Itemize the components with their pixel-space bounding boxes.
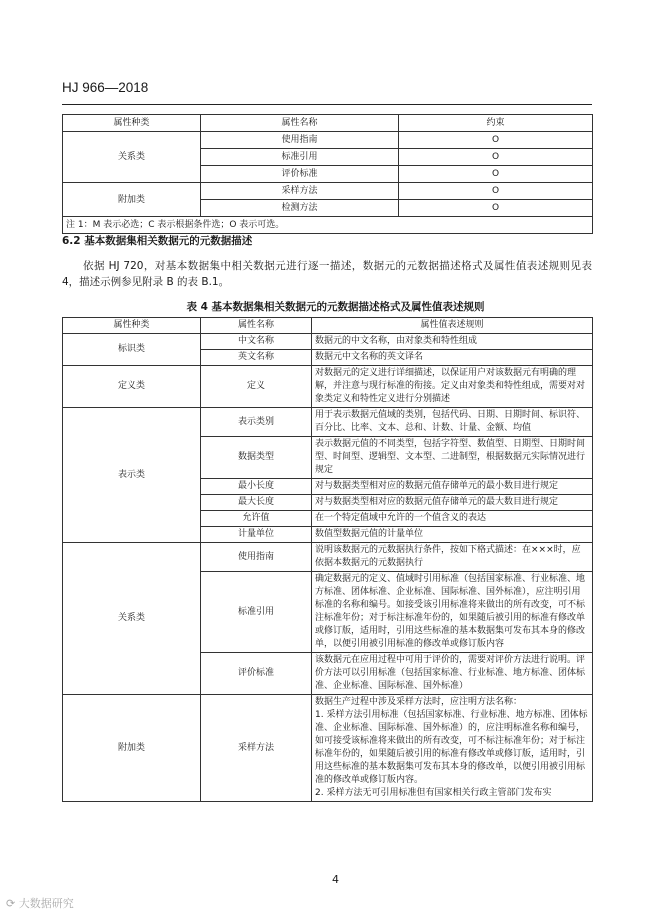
attribute-name-cell: 英文名称 bbox=[201, 350, 312, 366]
category-cell: 标识类 bbox=[63, 334, 201, 366]
category-cell: 表示类 bbox=[63, 408, 201, 543]
table-header-row bbox=[63, 318, 593, 334]
column-header: 属性值表述规则 bbox=[312, 318, 593, 334]
rule-cell: 表示数据元值的不同类型，包括字符型、数值型、日期型、日期时间型、时间型、逻辑型、文本型、二进制型，根据数据元实际情况进行规定 bbox=[312, 437, 593, 479]
attribute-name-cell: 使用指南 bbox=[201, 543, 312, 572]
rule-cell: 数值型数据元值的计量单位 bbox=[312, 527, 593, 543]
category-cell: 附加类 bbox=[63, 183, 201, 217]
attribute-name-cell: 允许值 bbox=[201, 511, 312, 527]
attribute-name-cell: 计量单位 bbox=[201, 527, 312, 543]
table-note: 注 1：M 表示必选；C 表示根据条件选；O 表示可选。 bbox=[63, 217, 593, 234]
constraint-cell: O bbox=[399, 149, 593, 166]
rule-cell: 确定数据元的定义、值域时引用标准（包括国家标准、行业标准、地方标准、团体标准、企业标准、国际标准、国外标准），应注明引用标准的名称和编号。如接受该引用标准将来做出的所有改变，可不标注标准年份；对于标注标准年份的，如果随后被引用的标准有修改单或修订版，适用时，引用这些标准的基本数据集可发布其本身的修改单，以便引用被引用标准的修改单或修订版内容 bbox=[312, 572, 593, 653]
constraint-cell: O bbox=[399, 166, 593, 183]
constraint-cell: O bbox=[399, 183, 593, 200]
attribute-name-cell: 数据类型 bbox=[201, 437, 312, 479]
metadata-table bbox=[62, 317, 593, 802]
table-row bbox=[63, 695, 593, 802]
constraint-table bbox=[62, 114, 593, 234]
constraint-cell: O bbox=[399, 132, 593, 149]
table-header-row bbox=[63, 115, 593, 132]
rule-cell: 用于表示数据元值域的类别，包括代码、日期、日期时间、标识符、百分比、比率、文本、总和、计数、计量、金额、均值 bbox=[312, 408, 593, 437]
attribute-name-cell: 检测方法 bbox=[201, 200, 399, 217]
column-header: 属性名称 bbox=[201, 115, 399, 132]
table-row bbox=[63, 408, 593, 437]
category-cell: 关系类 bbox=[63, 132, 201, 183]
rule-cell: 对与数据类型相对应的数据元值存储单元的最小数目进行规定 bbox=[312, 479, 593, 495]
header-rule bbox=[62, 104, 592, 105]
document-code: HJ 966—2018 bbox=[62, 80, 149, 95]
rule-cell: 数据生产过程中涉及采样方法时，应注明方法名称： 1. 采样方法引用标准（包括国家标准、行业标准、地方标准、团体标准、企业标准、国际标准、国外标准）的，应注明标准名称和编号，如可接受该标准将来做出的所有改变，可不标注标准年份；对于标注标准年份的，如果随后被引用的标准有修改单或修订版，适用时，引用这些标准的基本数据集可发布其本身的修改单，以便引用被引用标准的修改单或修订版内容。 2. 采样方法无可引用标准但有国家相关行政主管部门发布实 bbox=[312, 695, 593, 802]
attribute-name-cell: 评价标准 bbox=[201, 166, 399, 183]
section-heading: 6.2 基本数据集相关数据元的元数据描述 bbox=[62, 235, 253, 247]
rule-cell: 说明该数据元的元数据执行条件，按如下格式描述：在×××时，应依据本数据元的元数据执行 bbox=[312, 543, 593, 572]
attribute-name-cell: 表示类别 bbox=[201, 408, 312, 437]
constraint-cell: O bbox=[399, 200, 593, 217]
attribute-name-cell: 采样方法 bbox=[201, 183, 399, 200]
rule-cell: 数据元的中文名称，由对象类和特性组成 bbox=[312, 334, 593, 350]
table-caption: 表 4 基本数据集相关数据元的元数据描述格式及属性值表述规则 bbox=[186, 301, 485, 313]
attribute-name-cell: 定义 bbox=[201, 366, 312, 408]
watermark-icon: ⟳ bbox=[6, 897, 19, 910]
rule-cell: 该数据元在应用过程中可用于评价的，需要对评价方法进行说明。评价方法可以引用标准（包括国家标准、行业标准、地方标准、团体标准、企业标准、国际标准、国外标准） bbox=[312, 653, 593, 695]
attribute-name-cell: 中文名称 bbox=[201, 334, 312, 350]
category-cell: 定义类 bbox=[63, 366, 201, 408]
watermark-text: 大数据研究 bbox=[18, 897, 74, 910]
table-note-row bbox=[63, 217, 593, 234]
column-header: 属性名称 bbox=[201, 318, 312, 334]
attribute-name-cell: 标准引用 bbox=[201, 149, 399, 166]
table-row bbox=[63, 543, 593, 572]
attribute-name-cell: 最小长度 bbox=[201, 479, 312, 495]
table-row bbox=[63, 132, 593, 149]
table-row bbox=[63, 183, 593, 200]
category-cell: 关系类 bbox=[63, 543, 201, 695]
page-number: 4 bbox=[332, 873, 339, 886]
rule-cell: 数据元中文名称的英文译名 bbox=[312, 350, 593, 366]
column-header: 属性种类 bbox=[63, 115, 201, 132]
attribute-name-cell: 最大长度 bbox=[201, 495, 312, 511]
column-header: 属性种类 bbox=[63, 318, 201, 334]
body-paragraph: 依据 HJ 720，对基本数据集中相关数据元进行逐一描述，数据元的元数据描述格式及属性值表述规则见表 4，描述示例参见附录 B 的表 B.1。 bbox=[62, 260, 592, 288]
attribute-name-cell: 使用指南 bbox=[201, 132, 399, 149]
watermark-logo bbox=[6, 895, 74, 911]
attribute-name-cell: 采样方法 bbox=[201, 695, 312, 802]
rule-cell: 在一个特定值域中允许的一个值含义的表达 bbox=[312, 511, 593, 527]
attribute-name-cell: 评价标准 bbox=[201, 653, 312, 695]
column-header: 约束 bbox=[399, 115, 593, 132]
rule-cell: 对与数据类型相对应的数据元值存储单元的最大数目进行规定 bbox=[312, 495, 593, 511]
rule-cell: 对数据元的定义进行详细描述，以保证用户对该数据元有明确的理解，并注意与现行标准的衔接。定义由对象类和特性组成，需要对对象类定义和特性定义进行分别描述 bbox=[312, 366, 593, 408]
attribute-name-cell: 标准引用 bbox=[201, 572, 312, 653]
category-cell: 附加类 bbox=[63, 695, 201, 802]
table-row bbox=[63, 334, 593, 350]
table-row bbox=[63, 366, 593, 408]
